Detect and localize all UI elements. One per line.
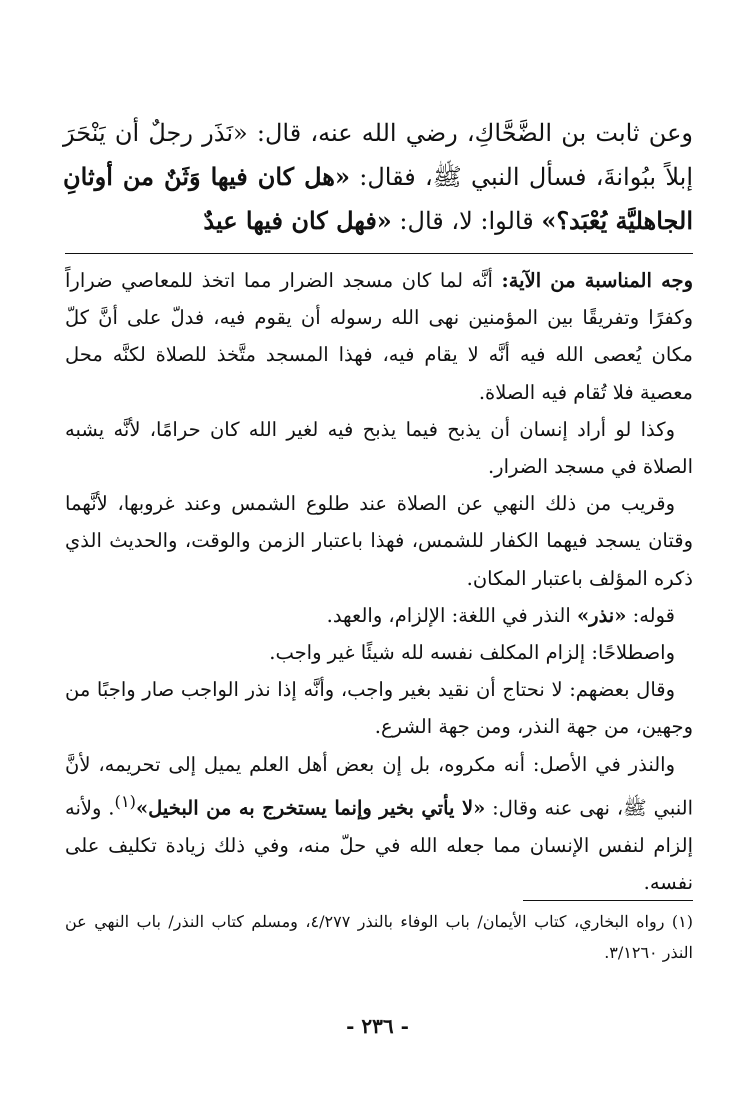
commentary-paragraph-5: واصطلاحًا: إلزام المكلف نفسه لله شيئًا غير واجب. xyxy=(269,641,675,665)
commentary-paragraph-7 xyxy=(65,746,693,901)
hadith-quote-3: «فهل كان فيها عيدٌ xyxy=(203,206,392,235)
commentary-paragraph-4 xyxy=(65,597,693,634)
commentary xyxy=(65,262,693,901)
hadith-quote-1: «نَذَر رجلٌ أن يَنْحَرَ إبلاً ببُوانةَ، فسأل النبي ﷺ، فقال: xyxy=(63,119,694,191)
footnote-divider xyxy=(523,900,693,901)
footnote-reference: (١) xyxy=(114,791,136,811)
commentary-paragraph-2: وكذا لو أراد إنسان أن يذبح فيما يذبح فيه لغير الله كان حرامًا، لأنَّه يشبه الصلاة في مسجد الضرار. xyxy=(65,417,693,479)
section-heading: وجه المناسبة من الآية: xyxy=(501,269,693,292)
hadith-paragraph xyxy=(63,112,693,243)
paragraph-prefix: قوله: xyxy=(626,603,675,627)
hadith-mid: قالوا: لا، قال: xyxy=(391,207,542,235)
paragraph-text: النذر في اللغة: الإلزام، والعهد. xyxy=(326,603,577,627)
defined-term: «نذر» xyxy=(576,603,627,627)
commentary-paragraph-1 xyxy=(65,262,693,411)
hadith-quote: «لا يأتي بخير وإنما يستخرج به من البخيل» xyxy=(135,796,486,820)
hadith-intro: وعن ثابت بن الضَّحَّاكِ، رضي الله عنه، قال: xyxy=(247,119,693,147)
commentary-paragraph-6: وقال بعضهم: لا نحتاج أن نقيد بغير واجب، وأنَّه إذا نذر الواجب صار واجبًا من وجهين، من جهة النذر، ومن جهة الشرع. xyxy=(65,678,693,739)
section-divider xyxy=(65,253,693,254)
hadith-quote-2: «هل كان فيها وَثَنٌ من أوثانِ الجاهليَّة يُعْبَد؟» xyxy=(63,162,693,235)
page-number: - ٢٣٦ - xyxy=(346,1014,409,1038)
footnote: (١) رواه البخاري، كتاب الأيمان/ باب الوفاء بالنذر ٤/٢٧٧، ومسلم كتاب النذر/ باب النهي عن النذر ٣/١٢٦٠. xyxy=(65,912,694,962)
commentary-paragraph-3: وقريب من ذلك النهي عن الصلاة عند طلوع الشمس وعند غروبها، لأنَّهما وقتان يسجد فيهما الكفار للشمس، فهذا باعتبار الزمن والوقت، والحديث الذي ذكره المؤلف باعتبار المكان. xyxy=(65,492,693,590)
paragraph-text: أنَّه لما كان مسجد الضرار مما اتخذ للمعاصي ضراراً وكفرًا وتفريقًا بين المؤمنين نهى الله رسوله أن يقوم فيه، فدلّ على أنَّ كلّ مكان يُعصى الله فيه أنَّه لا يقام فيه، فهذا المسجد متَّخذ للصلاة لكنَّه محل معصية فلا تُقام فيه الصلاة. xyxy=(65,269,693,404)
paragraph-text: والنذر في الأصل: أنه مكروه، بل إن بعض أهل العلم يميل إلى تحريمه، لأنَّ النبي ﷺ، نهى عنه وقال: xyxy=(65,752,693,820)
paragraph-text: . ولأنه إلزام لنفس الإنسان مما جعله الله في حلّ منه، وفي ذلك زيادة تكليف على نفسه. xyxy=(65,796,693,894)
